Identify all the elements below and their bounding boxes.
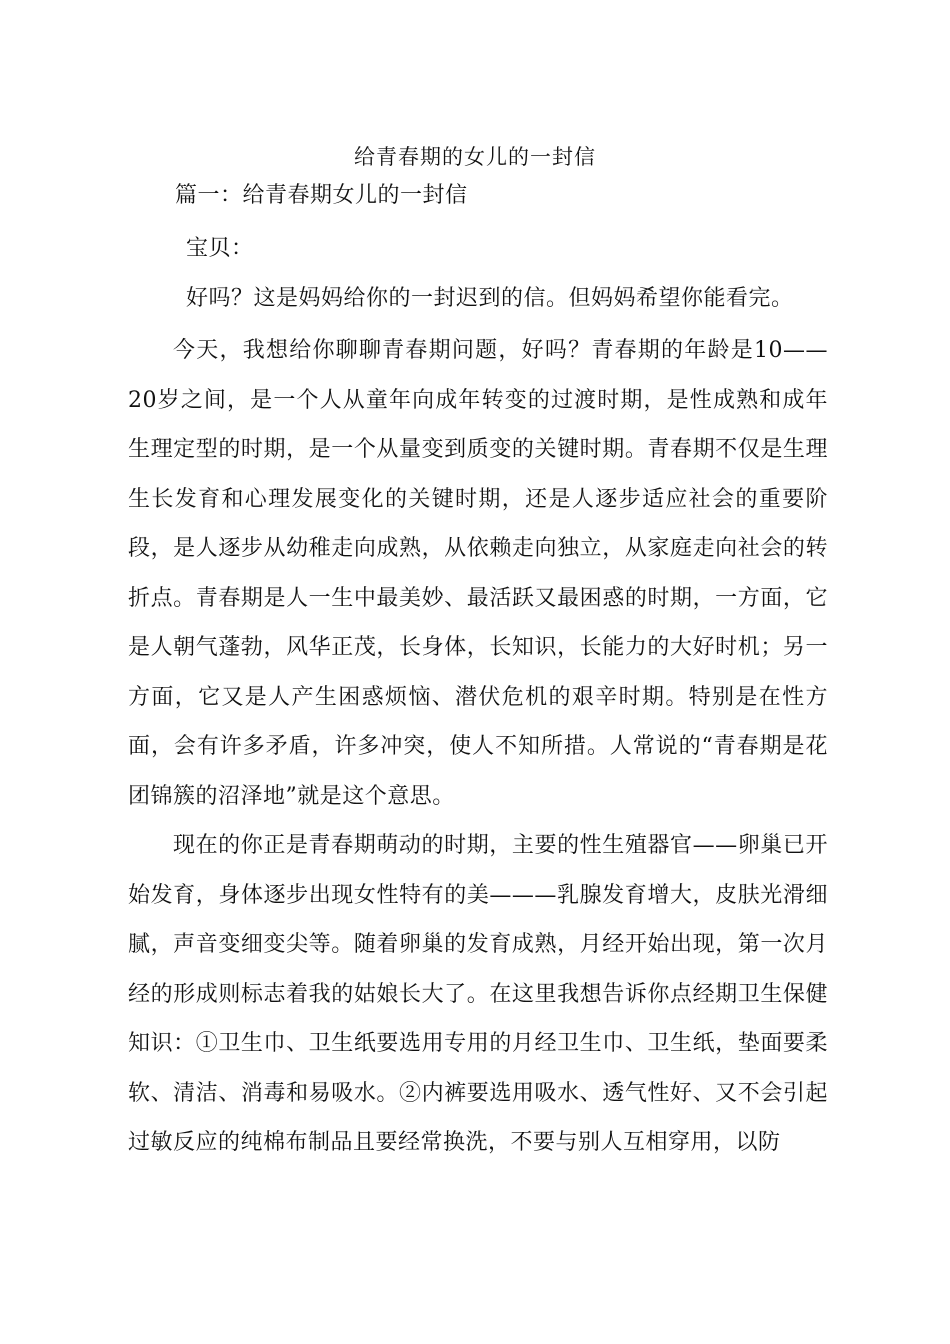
document-title: 给青春期的女儿的一封信 xyxy=(354,145,596,169)
opening-line: 好吗？这是妈妈给你的一封迟到的信。但妈妈希望你能看完。 xyxy=(186,286,794,311)
section-heading: 篇一：给青春期女儿的一封信 xyxy=(175,183,468,208)
salutation: 宝贝： xyxy=(186,236,254,261)
paragraph-1: 今天，我想给你聊聊青春期问题，好吗？青春期的年龄是10——20岁之间，是一个人从童年向成年转变的过渡时期，是性成熟和成年生理定型的时期，是一个从量变到质变的关键时期。青春期不仅是生理生长发育和心理发展变化的关键时期，还是人逐步适应社会的重要阶段，是人逐步从幼稚走向成熟，从依赖走向独立，从家庭走向社会的转折点。青春期是人一生中最美妙、最活跃又最困惑的时期，一方面，它是人朝气蓬勃，风华正茂，长身体，长知识，长能力的大好时机；另一方面，它又是人产生困惑烦恼、潜伏危机的艰辛时期。特别是在性方面，会有许多矛盾，许多冲突，使人不知所措。人常说的“青春期是花团锦簇的沼泽地”就是这个意思。 xyxy=(128,338,828,809)
paragraph-2: 现在的你正是青春期萌动的时期，主要的性生殖器官——卵巢已开始发育，身体逐步出现女性特有的美———乳腺发育增大，皮肤光滑细腻，声音变细变尖等。随着卵巢的发育成熟，月经开始出现，第一次月经的形成则标志着我的姑娘长大了。在这里我想告诉你点经期卫生保健知识：①卫生巾、卫生纸要选用专用的月经卫生巾、卫生纸，垫面要柔软、清洁、消毒和易吸水。②内裤要选用吸水、透气性好、又不会引起过敏反应的纯棉布制品且要经常换洗，不要与别人互相穿用，以防 xyxy=(128,833,828,1155)
